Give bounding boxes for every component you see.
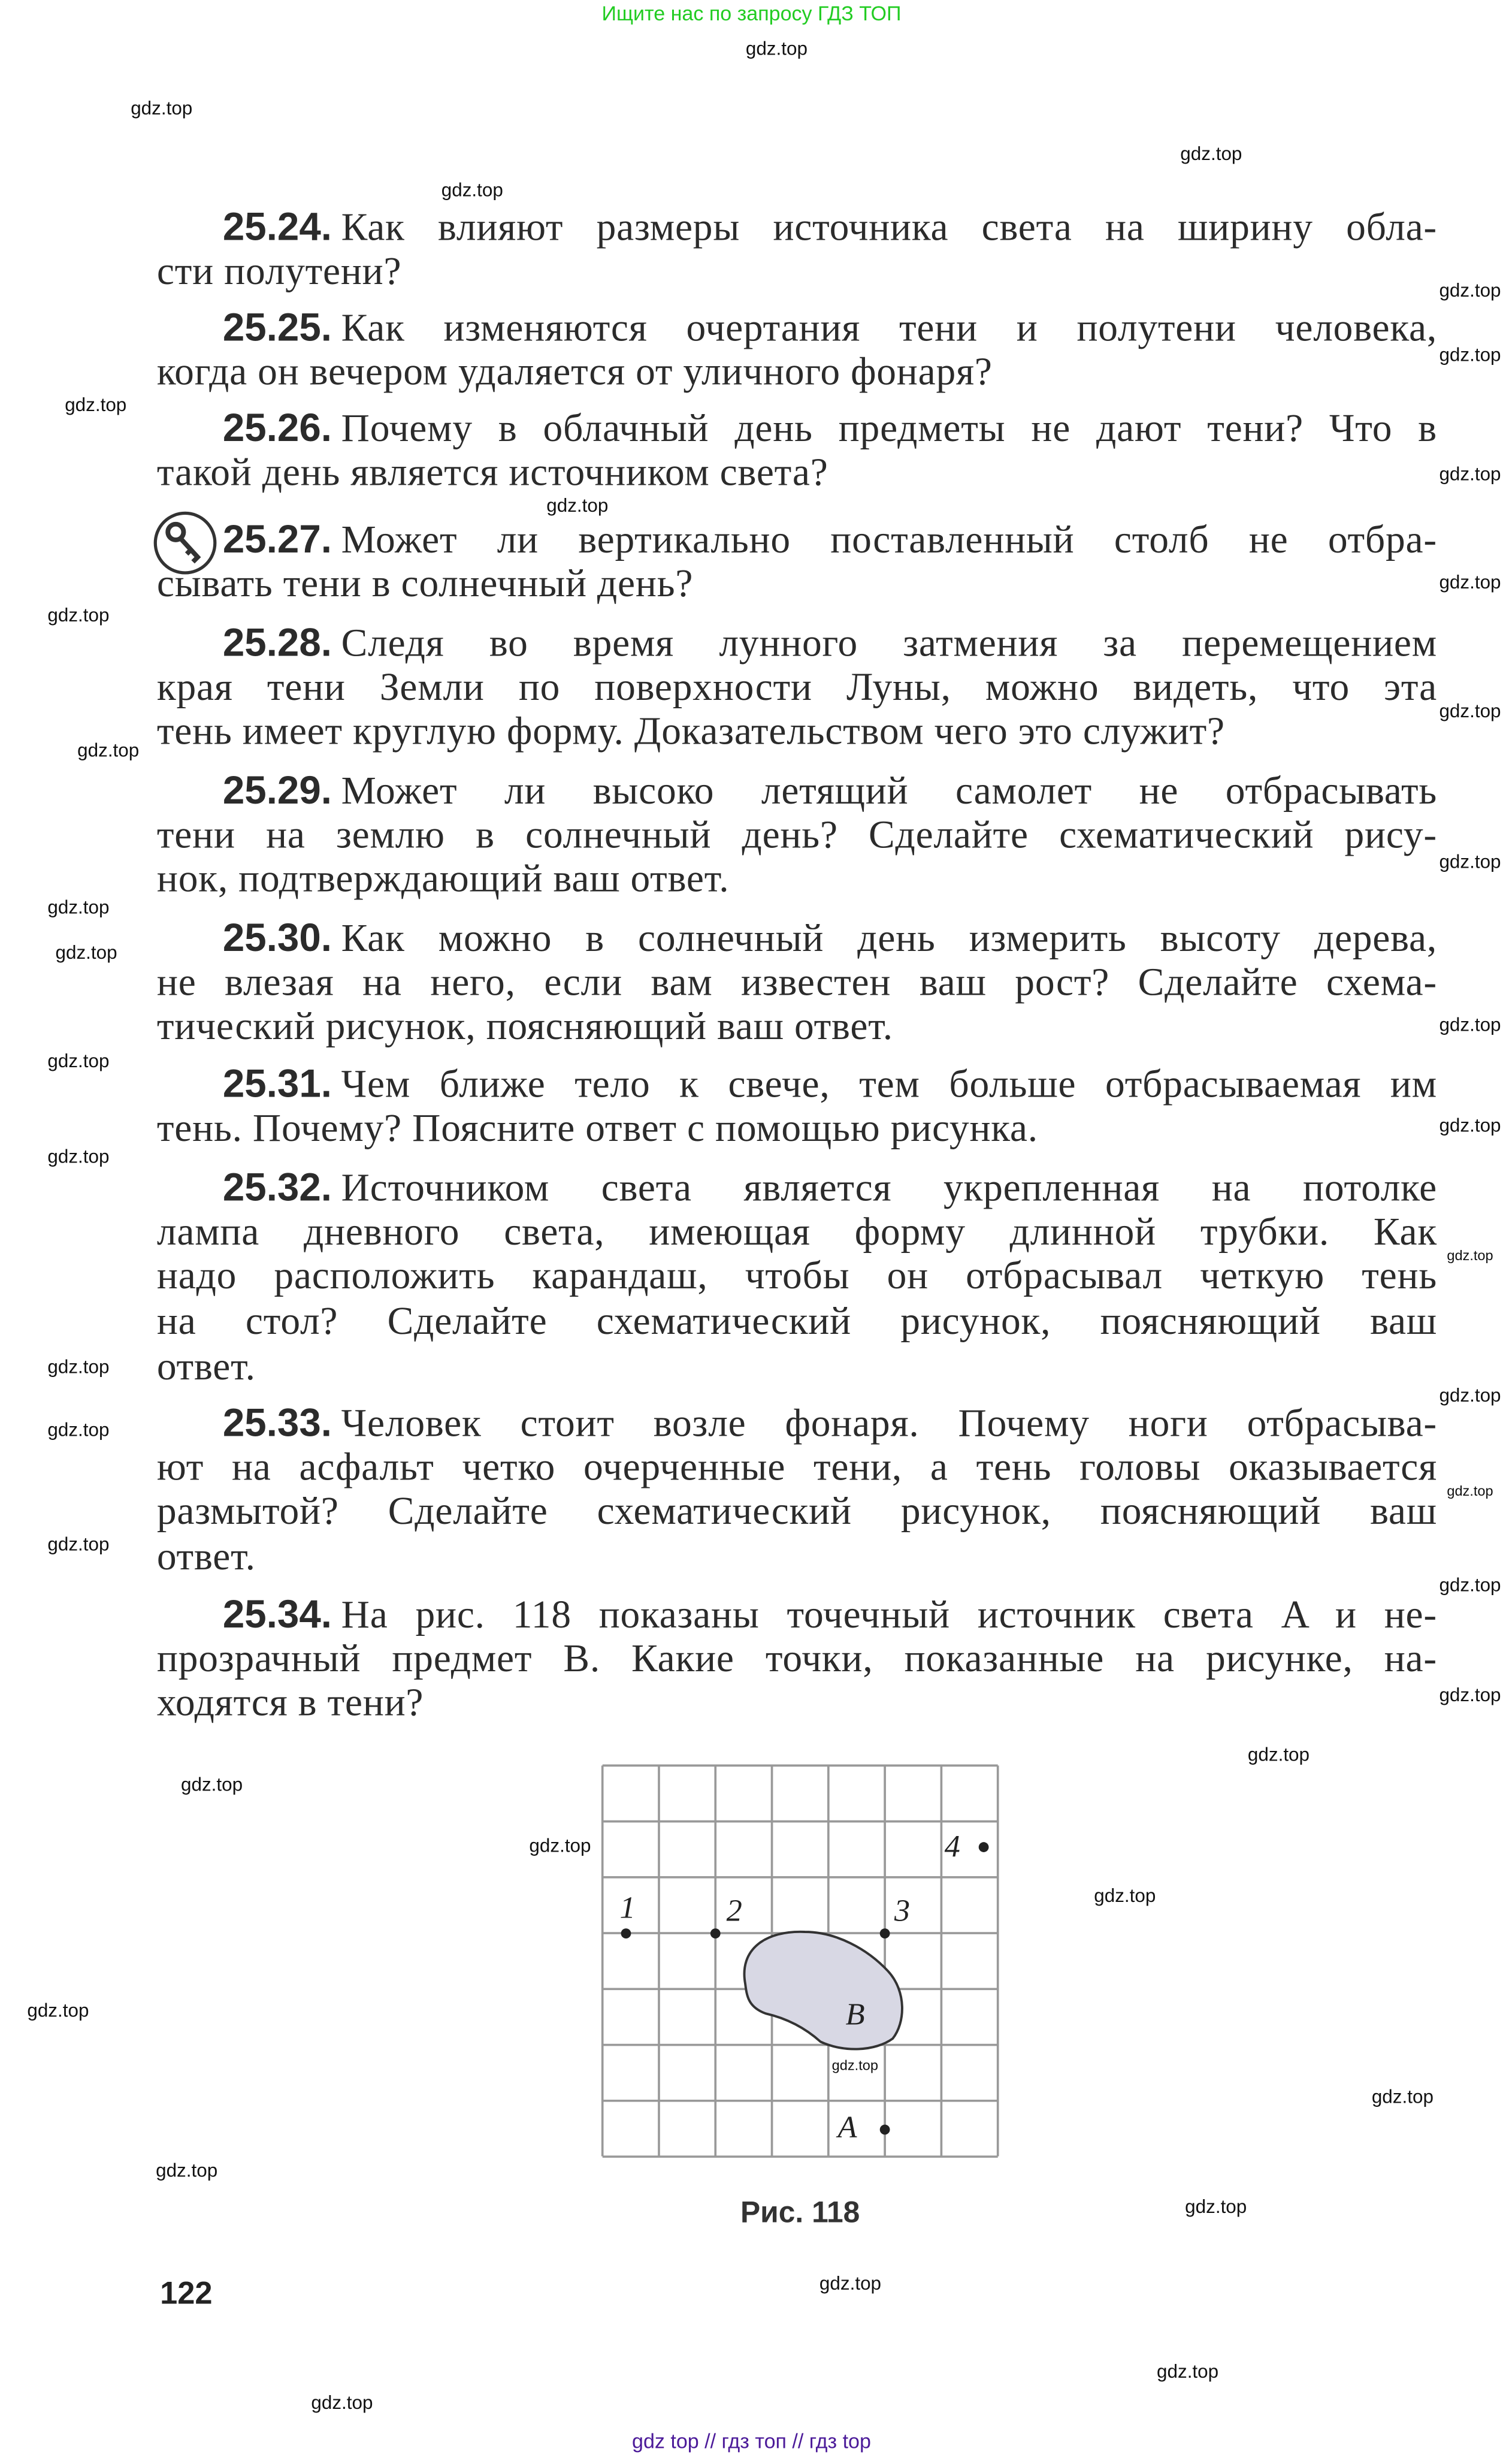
watermark-text: gdz.top [65, 394, 127, 416]
point-4 [979, 1842, 989, 1852]
label-1: 1 [619, 1890, 636, 1925]
watermark-text: gdz.top [1439, 700, 1501, 722]
problem-line [157, 1166, 1437, 1211]
problem-25-34 [157, 1593, 1437, 1728]
problem-text: Источником света является укрепленная на потолке [341, 1167, 1438, 1210]
problem-line [157, 351, 1437, 396]
watermark-text: gdz.top [47, 896, 110, 919]
problem-line [157, 1107, 1437, 1152]
problem-number: 25.33. [222, 1401, 332, 1446]
problem-text: тени на землю в солнечный день? Сделайте схематический рису- [156, 814, 1438, 857]
problem-text: Чем ближе тело к свече, тем больше отбрасываемая им [341, 1064, 1438, 1107]
object-b-shape [744, 1932, 902, 2049]
watermark-text: gdz.top [1439, 850, 1501, 873]
problem-line [157, 711, 1437, 756]
problem-text: На рис. 118 показаны точечный источник света A и не- [341, 1594, 1438, 1637]
problem-25-31 [157, 1062, 1437, 1152]
watermark-text: gdz.top [77, 739, 140, 762]
watermark-text: gdz.top [1439, 571, 1501, 593]
problem-text: края тени Земли по поверхности Луны, можно видеть, что эта [156, 666, 1438, 709]
problem-text: такой день является источником света? [156, 451, 828, 494]
problem-line [157, 1638, 1437, 1683]
problem-number: 25.27. [222, 518, 332, 562]
watermark-text: gdz.top [1180, 143, 1242, 165]
problem-25-29 [157, 769, 1437, 904]
watermark-text: gdz.top [831, 2057, 879, 2073]
problem-text: Как изменяются очертания тени и полутени человека, [341, 307, 1438, 351]
problem-text: Следя во время лунного затмения за перемещением [341, 623, 1438, 666]
watermark-text: gdz.top [47, 1533, 110, 1556]
problem-line [157, 1447, 1437, 1491]
problem-25-24 [157, 206, 1437, 295]
problem-number: 25.26. [222, 406, 332, 451]
watermark-text: gdz.top [1185, 2195, 1247, 2218]
footer-links[interactable]: gdz top // гдз топ // гдз top [632, 2429, 871, 2453]
problem-text: лампа дневного света, имеющая форму длинной трубки. Как [156, 1211, 1438, 1254]
problem-text: ответ. [156, 1536, 256, 1579]
light-source-a [880, 2125, 890, 2135]
watermark-text: gdz.top [1157, 2360, 1219, 2383]
problem-line [157, 306, 1437, 351]
label-b: B [845, 1997, 865, 2032]
problem-text: на стол? Сделайте схематический рисунок, поясняющий ваш [156, 1301, 1438, 1344]
problem-text: тень имеет круглую форму. Доказательством чего это служит? [156, 711, 1225, 754]
problem-25-27 [157, 518, 1437, 608]
problem-line [157, 563, 1437, 608]
watermark-text: gdz.top [1439, 463, 1501, 485]
watermark-text: gdz.top [47, 1145, 110, 1168]
watermark-text: gdz.top [1439, 343, 1501, 366]
figure-118 [601, 1764, 999, 2158]
problem-text: тический рисунок, поясняющий ваш ответ. [156, 1006, 893, 1049]
watermark-text: gdz.top [1094, 1885, 1156, 1907]
point-1 [621, 1928, 631, 1938]
problem-text: надо расположить карандаш, чтобы он отбрасывал четкую тень [156, 1256, 1438, 1299]
problem-25-33 [157, 1402, 1437, 1582]
problem-number: 25.34. [222, 1593, 332, 1637]
problem-line [157, 1491, 1437, 1536]
watermark-text: gdz.top [1439, 279, 1501, 301]
problem-number: 25.29. [222, 769, 332, 813]
problem-line [157, 1301, 1437, 1346]
problem-line [157, 1007, 1437, 1052]
problem-line [157, 1402, 1437, 1447]
problem-line [157, 406, 1437, 451]
problem-number: 25.31. [222, 1062, 332, 1107]
problem-25-25 [157, 306, 1437, 396]
watermark-text: gdz.top [819, 2272, 882, 2294]
problem-line [157, 1593, 1437, 1638]
watermark-text: gdz.top [1371, 2085, 1434, 2108]
problem-line [157, 621, 1437, 666]
problem-line [157, 1062, 1437, 1107]
figure-caption: Рис. 118 [740, 2197, 860, 2230]
watermark-text: gdz.top [529, 1834, 591, 1857]
problem-line [157, 962, 1437, 1007]
watermark-text: gdz.top [441, 179, 503, 201]
problem-number: 25.32. [222, 1165, 332, 1210]
problem-line [157, 916, 1437, 961]
problem-number: 25.28. [222, 621, 332, 666]
problem-line [157, 206, 1437, 250]
watermark-text: gdz.top [181, 1773, 243, 1796]
problem-text: когда он вечером удаляется от уличного фонаря? [156, 351, 993, 394]
problem-text: Человек стоит возле фонаря. Почему ноги отбрасыва- [341, 1403, 1438, 1446]
watermark-text: gdz.top [1439, 1384, 1501, 1406]
point-2 [710, 1928, 721, 1938]
watermark-text: gdz.top [1447, 1248, 1493, 1264]
watermark-text: gdz.top [546, 494, 609, 517]
problem-line [157, 769, 1437, 814]
watermark-text: gdz.top [1439, 1574, 1501, 1596]
watermark-text: gdz.top [1439, 1114, 1501, 1137]
watermark-text: gdz.top [1447, 1482, 1493, 1499]
problem-25-30 [157, 916, 1437, 1051]
watermark-text: gdz.top [47, 1050, 110, 1072]
problem-text: Почему в облачный день предметы не дают тени? Что в [341, 407, 1438, 451]
problem-line [157, 1256, 1437, 1301]
problem-line [157, 814, 1437, 859]
problem-text: тень. Почему? Поясните ответ с помощью рисунка. [156, 1107, 1038, 1150]
watermark-text: gdz.top [47, 1418, 110, 1441]
problem-number: 25.24. [222, 206, 332, 250]
problem-25-28 [157, 621, 1437, 756]
watermark-text: gdz.top [55, 941, 117, 964]
watermark-text: gdz.top [27, 1999, 89, 2022]
problem-line [157, 1211, 1437, 1256]
watermark-text: gdz.top [1439, 1684, 1501, 1706]
problem-line [157, 250, 1437, 295]
problem-25-26 [157, 406, 1437, 496]
label-3: 3 [894, 1893, 911, 1928]
problem-line [157, 859, 1437, 904]
problem-line [157, 518, 1437, 563]
problem-text: нок, подтверждающий ваш ответ. [156, 859, 730, 902]
problem-line [157, 451, 1437, 496]
watermark-text: gdz.top [47, 1355, 110, 1378]
problem-text: ответ. [156, 1346, 256, 1389]
problem-text: не влезая на него, если вам известен ваш рост? Сделайте схема- [156, 961, 1438, 1004]
problem-line [157, 666, 1437, 711]
label-a: A [837, 2110, 857, 2145]
problem-line [157, 1683, 1437, 1728]
problem-text: Может ли вертикально поставленный столб не отбра- [341, 519, 1438, 562]
watermark-text: gdz.top [745, 37, 808, 60]
problem-number: 25.30. [222, 916, 332, 961]
watermark-text: gdz.top [156, 2159, 218, 2182]
page-number: 122 [160, 2277, 213, 2312]
problem-text: сти полутени? [156, 250, 402, 293]
point-3 [880, 1928, 890, 1938]
problem-line [157, 1346, 1437, 1391]
problem-line [157, 1536, 1437, 1581]
problem-text: ют на асфальт четко очерченные тени, а тень головы оказывается [156, 1446, 1438, 1489]
problem-text: прозрачный предмет B. Какие точки, показанные на рисунке, на- [156, 1638, 1438, 1681]
watermark-text: gdz.top [311, 2391, 373, 2414]
promo-banner[interactable]: Ищите нас по запросу ГДЗ ТОП [601, 1, 902, 25]
problem-text: Может ли высоко летящий самолет не отбрасывать [341, 770, 1438, 813]
problem-text: Как можно в солнечный день измерить высоту дерева, [341, 918, 1438, 961]
problem-25-32 [157, 1166, 1437, 1391]
problem-number: 25.25. [222, 306, 332, 351]
watermark-text: gdz.top [131, 97, 193, 120]
watermark-text: gdz.top [1439, 1013, 1501, 1036]
label-2: 2 [726, 1893, 742, 1928]
problem-text: ходятся в тени? [156, 1683, 424, 1726]
watermark-text: gdz.top [1247, 1743, 1310, 1766]
problem-text: размытой? Сделайте схематический рисунок, поясняющий ваш [156, 1491, 1438, 1534]
label-4: 4 [944, 1829, 960, 1864]
problem-text: Как влияют размеры источника света на ширину обла- [341, 207, 1438, 250]
watermark-text: gdz.top [47, 604, 110, 626]
problem-text: сывать тени в солнечный день? [156, 563, 694, 606]
